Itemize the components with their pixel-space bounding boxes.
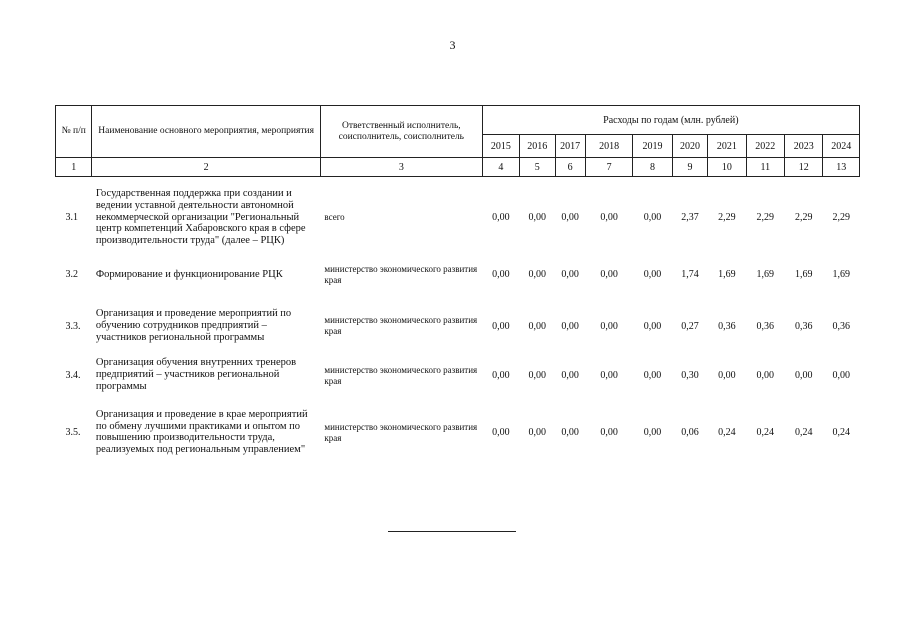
expense-value: 0,24 bbox=[794, 427, 813, 439]
activity-name: Организация и проведение в крае мероприятий по обмену лучшими практиками и опытом по повышению производительности труда, реализуемых под региональным управлением" bbox=[95, 408, 308, 456]
activity-name: Формирование и функционирование РЦК bbox=[95, 268, 283, 280]
header-year: 2015 bbox=[482, 135, 519, 158]
expense-value: 0,00 bbox=[832, 370, 850, 382]
expense-value: 0,00 bbox=[528, 370, 547, 382]
expense-value: 0,00 bbox=[492, 370, 510, 382]
expense-value: 0,00 bbox=[643, 211, 662, 223]
expense-value: 0,00 bbox=[492, 211, 510, 223]
expense-value: 0,00 bbox=[756, 370, 775, 382]
column-index: 12 bbox=[785, 158, 823, 177]
expense-value: 0,00 bbox=[492, 269, 510, 281]
table-body bbox=[56, 177, 860, 456]
header-executor: Ответственный исполнитель, соисполнитель, соисполнитель bbox=[320, 106, 482, 158]
expense-value: 0,00 bbox=[600, 269, 618, 281]
activity-name: Государственная поддержка при создании и ведении уставной деятельности автономной некоммерческой организации "Региональный центр компетенций Хабаровского края в сфере производительности труда" (далее – РЦК) bbox=[95, 188, 306, 247]
row-number: 3.1 bbox=[65, 211, 78, 223]
expense-value: 2,29 bbox=[718, 211, 736, 223]
expense-value: 0,00 bbox=[561, 427, 579, 439]
header-year: 2018 bbox=[585, 135, 633, 158]
header-year: 2016 bbox=[520, 135, 555, 158]
expense-value: 0,00 bbox=[643, 269, 662, 281]
expense-value: 0,27 bbox=[681, 320, 699, 332]
expense-value: 0,00 bbox=[561, 320, 579, 332]
expenditure-table bbox=[55, 105, 860, 456]
expense-value: 0,00 bbox=[561, 211, 579, 223]
row-number: 3.4. bbox=[65, 370, 81, 382]
responsible-executor: всего bbox=[324, 211, 345, 222]
column-index: 3 bbox=[320, 158, 482, 177]
column-index: 1 bbox=[56, 158, 92, 177]
footer-divider bbox=[388, 531, 516, 532]
expense-value: 2,29 bbox=[756, 211, 775, 223]
header-year: 2020 bbox=[672, 135, 707, 158]
expense-value: 1,69 bbox=[756, 269, 775, 281]
expense-value: 0,00 bbox=[643, 370, 662, 382]
expense-value: 0,00 bbox=[492, 427, 510, 439]
expense-value: 0,30 bbox=[681, 370, 699, 382]
expense-value: 0,00 bbox=[600, 427, 618, 439]
expense-value: 0,00 bbox=[561, 370, 579, 382]
row-number: 3.5. bbox=[65, 427, 81, 439]
expense-value: 1,69 bbox=[718, 269, 736, 281]
responsible-executor: министерство экономического развития края bbox=[324, 421, 478, 443]
column-index: 5 bbox=[520, 158, 555, 177]
table-header bbox=[56, 106, 860, 177]
expense-value: 1,74 bbox=[681, 269, 699, 281]
header-year: 2023 bbox=[785, 135, 823, 158]
expense-value: 0,24 bbox=[756, 427, 775, 439]
column-index: 13 bbox=[823, 158, 860, 177]
expense-value: 0,00 bbox=[528, 269, 547, 281]
row-number: 3.2 bbox=[65, 269, 78, 281]
column-index: 2 bbox=[92, 158, 321, 177]
column-index: 6 bbox=[555, 158, 585, 177]
expense-value: 0,00 bbox=[600, 320, 618, 332]
expense-value: 2,29 bbox=[794, 211, 813, 223]
expense-value: 0,00 bbox=[794, 370, 813, 382]
expense-value: 0,00 bbox=[718, 370, 736, 382]
header-year: 2019 bbox=[633, 135, 672, 158]
header-year: 2024 bbox=[823, 135, 860, 158]
table-row bbox=[56, 409, 860, 456]
expense-value: 0,00 bbox=[643, 427, 662, 439]
expense-value: 0,36 bbox=[756, 320, 775, 332]
expense-value: 1,69 bbox=[832, 269, 850, 281]
responsible-executor: министерство экономического развития края bbox=[324, 364, 478, 386]
expense-value: 0,24 bbox=[718, 427, 736, 439]
expense-value: 2,29 bbox=[832, 211, 850, 223]
expense-value: 0,36 bbox=[718, 320, 736, 332]
expense-value: 0,24 bbox=[832, 427, 850, 439]
page-number: 3 bbox=[449, 38, 456, 52]
activity-name: Организация обучения внутренних тренеров предприятий – участников региональной программы bbox=[95, 357, 297, 392]
header-number: № п/п bbox=[56, 106, 92, 158]
header-year: 2021 bbox=[708, 135, 746, 158]
table-row bbox=[56, 357, 860, 408]
responsible-executor: министерство экономического развития края bbox=[324, 315, 478, 337]
table-row bbox=[56, 177, 860, 263]
table-row bbox=[56, 263, 860, 308]
header-expenses-by-year: Расходы по годам (млн. рублей) bbox=[482, 106, 859, 135]
table-row bbox=[56, 308, 860, 357]
expense-value: 0,00 bbox=[528, 211, 547, 223]
column-index: 11 bbox=[746, 158, 784, 177]
expense-value: 1,69 bbox=[794, 269, 813, 281]
responsible-executor: министерство экономического развития края bbox=[324, 263, 478, 285]
column-index: 7 bbox=[585, 158, 633, 177]
expense-value: 0,00 bbox=[528, 427, 547, 439]
header-year: 2017 bbox=[555, 135, 585, 158]
column-index: 8 bbox=[633, 158, 672, 177]
expense-value: 0,00 bbox=[528, 320, 547, 332]
header-activity-name: Наименование основного мероприятия, мероприятия bbox=[92, 106, 321, 158]
column-index: 4 bbox=[482, 158, 519, 177]
expense-value: 0,00 bbox=[561, 269, 579, 281]
expense-value: 0,00 bbox=[600, 211, 618, 223]
row-number: 3.3. bbox=[65, 320, 81, 332]
activity-name: Организация и проведение мероприятий по обучению сотрудников предприятий – участников региональной программы bbox=[95, 307, 292, 343]
header-year: 2022 bbox=[746, 135, 784, 158]
column-index-row bbox=[56, 158, 860, 177]
expense-value: 0,36 bbox=[794, 320, 813, 332]
expense-value: 0,36 bbox=[832, 320, 850, 332]
expense-value: 0,00 bbox=[492, 320, 510, 332]
column-index: 9 bbox=[672, 158, 707, 177]
expense-value: 0,00 bbox=[600, 370, 618, 382]
expense-value: 0,06 bbox=[681, 427, 699, 439]
expense-value: 2,37 bbox=[681, 211, 699, 223]
expense-value: 0,00 bbox=[643, 320, 662, 332]
column-index: 10 bbox=[708, 158, 746, 177]
